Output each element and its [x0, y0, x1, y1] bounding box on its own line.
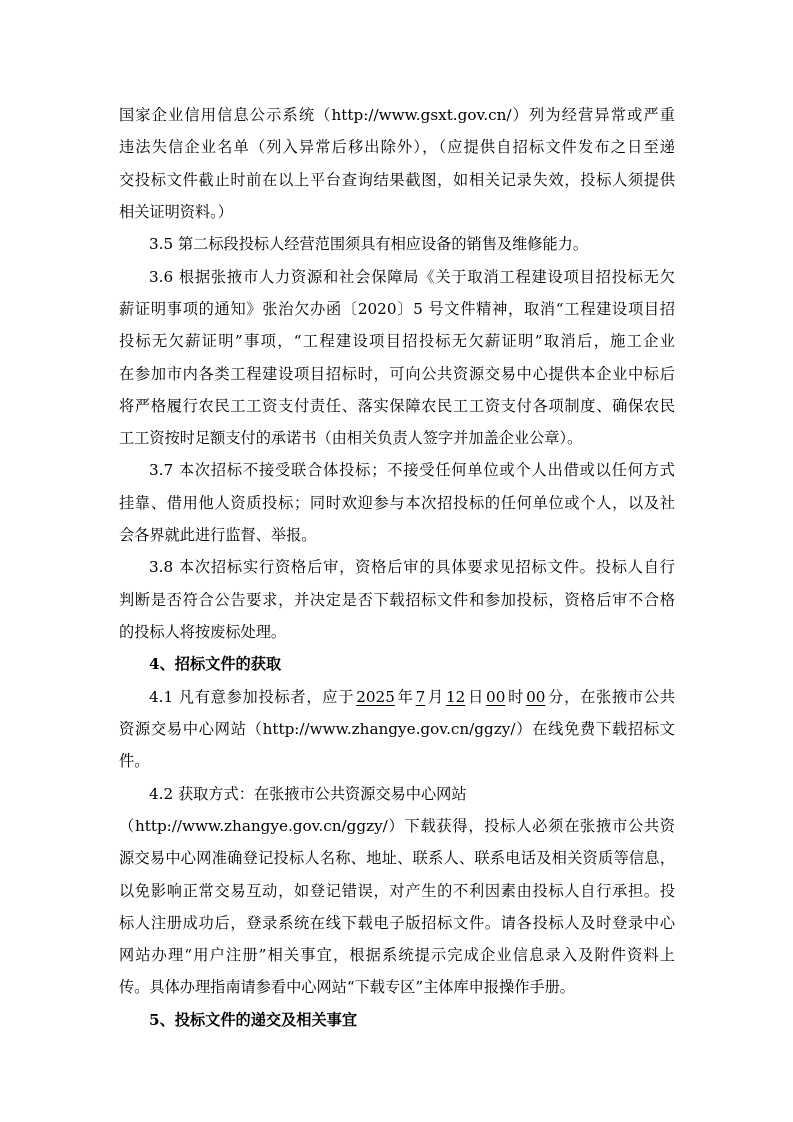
paragraph-credit-check — [119, 99, 675, 228]
text-line: 3.8 本次招标实行资格后审，资格后审的具体要求见招标文件。投标人自行 — [149, 558, 675, 577]
text-line: 以免影响正常交易互动，如登记错误，对产生的不利因素由投标人自行承担。投 — [119, 881, 675, 900]
text-line: 相关证明资料。） — [119, 202, 233, 221]
clause-4-1-first-line — [119, 681, 675, 713]
text-line: 薪证明事项的通知》张治欠办函〔2020〕5 号文件精神，取消“工程建设项目招 — [119, 299, 675, 318]
clause-4-1-tail: ，在张掖市公共 — [564, 687, 675, 706]
text-line: 工工资按时足额支付的承诺书（由相关负责人签字并加盖企业公章）。 — [119, 429, 583, 448]
month-unit: 月 — [427, 687, 444, 706]
clause-4-1-lead: 4.1 凡有意参加投标者，应于 — [149, 687, 355, 706]
section-heading-5: 5、投标文件的递交及相关事宜 — [149, 1010, 358, 1029]
text-line: 在参加市内各类工程建设项目招标时，可向公共资源交易中心提供本企业中标后 — [119, 364, 675, 383]
clause-3-6 — [119, 261, 675, 455]
text-line: 标人注册成功后，登录系统在线下载电子版招标文件。请各投标人及时登录中心 — [119, 913, 675, 932]
minute-unit: 分 — [547, 687, 565, 706]
clause-3-7 — [119, 454, 675, 551]
text-line: 挂靠、借用他人资质投标；同时欢迎参与本次招投标的任何单位或个人，以及社 — [119, 493, 675, 512]
text-line: 将严格履行农民工工资支付责任、落实保障农民工工资支付各项制度、确保农民 — [119, 396, 675, 415]
text-line: 资源交易中心网站（http://www.zhangye.gov.cn/ggzy/）在线免费下载招标文 — [119, 719, 675, 738]
year-unit: 年 — [396, 687, 414, 706]
deadline-month: 7 — [415, 687, 426, 706]
hour-unit: 时 — [507, 687, 525, 706]
section-heading-4: 4、招标文件的获取 — [149, 655, 282, 674]
text-line: 传。具体办理指南请参看中心网站“下载专区”主体库申报操作手册。 — [119, 978, 575, 997]
deadline-minute: 00 — [526, 687, 546, 706]
clause-4-2 — [119, 778, 675, 1004]
clause-3-5 — [119, 228, 675, 260]
day-unit: 日 — [467, 687, 485, 706]
clause-4-1 — [119, 681, 675, 778]
text-line: 3.7 本次招标不接受联合体投标；不接受任何单位或个人出借或以任何方式 — [149, 461, 675, 480]
text-line: 件。 — [119, 752, 150, 771]
text-line: 3.5 第二标段投标人经营范围须具有相应设备的销售及维修能力。 — [149, 235, 589, 254]
deadline-year: 2025 — [356, 687, 395, 706]
text-line: 交投标文件截止时前在以上平台查询结果截图，如相关记录失效，投标人须提供 — [119, 170, 675, 189]
deadline-day: 12 — [445, 687, 466, 706]
text-line: 网站办理“用户注册”相关事宜，根据系统提示完成企业信息录入及附件资料上 — [119, 946, 675, 965]
text-line: 的投标人将按废标处理。 — [119, 623, 287, 641]
text-line: 3.6 根据张掖市人力资源和社会保障局《关于取消工程建设项目招投标无欠 — [149, 267, 675, 286]
text-line: 4.2 获取方式：在张掖市公共资源交易中心网站 — [149, 784, 467, 803]
text-line: 会各界就此进行监督、举报。 — [119, 526, 317, 545]
text-line: 国家企业信用信息公示系统（http://www.gsxt.gov.cn/）列为经营异常或严重 — [119, 106, 675, 124]
text-line: 违法失信企业名单（列入异常后移出除外），（应提供自招标文件发布之日至递 — [119, 138, 675, 157]
text-line: 投标无欠薪证明”事项，“工程建设项目招投标无欠薪证明”取消后，施工企业 — [119, 332, 675, 351]
document-body — [119, 99, 675, 1036]
deadline-hour: 00 — [486, 687, 506, 706]
text-line: 判断是否符合公告要求，并决定是否下载招标文件和参加投标，资格后审不合格 — [119, 590, 675, 609]
text-line: 源交易中心网准确登记投标人名称、地址、联系人、联系电话及相关资质等信息， — [119, 849, 675, 868]
text-line: （http://www.zhangye.gov.cn/ggzy/）下载获得，投标人必须在张掖市公共资 — [119, 816, 675, 835]
clause-3-8 — [119, 551, 675, 648]
